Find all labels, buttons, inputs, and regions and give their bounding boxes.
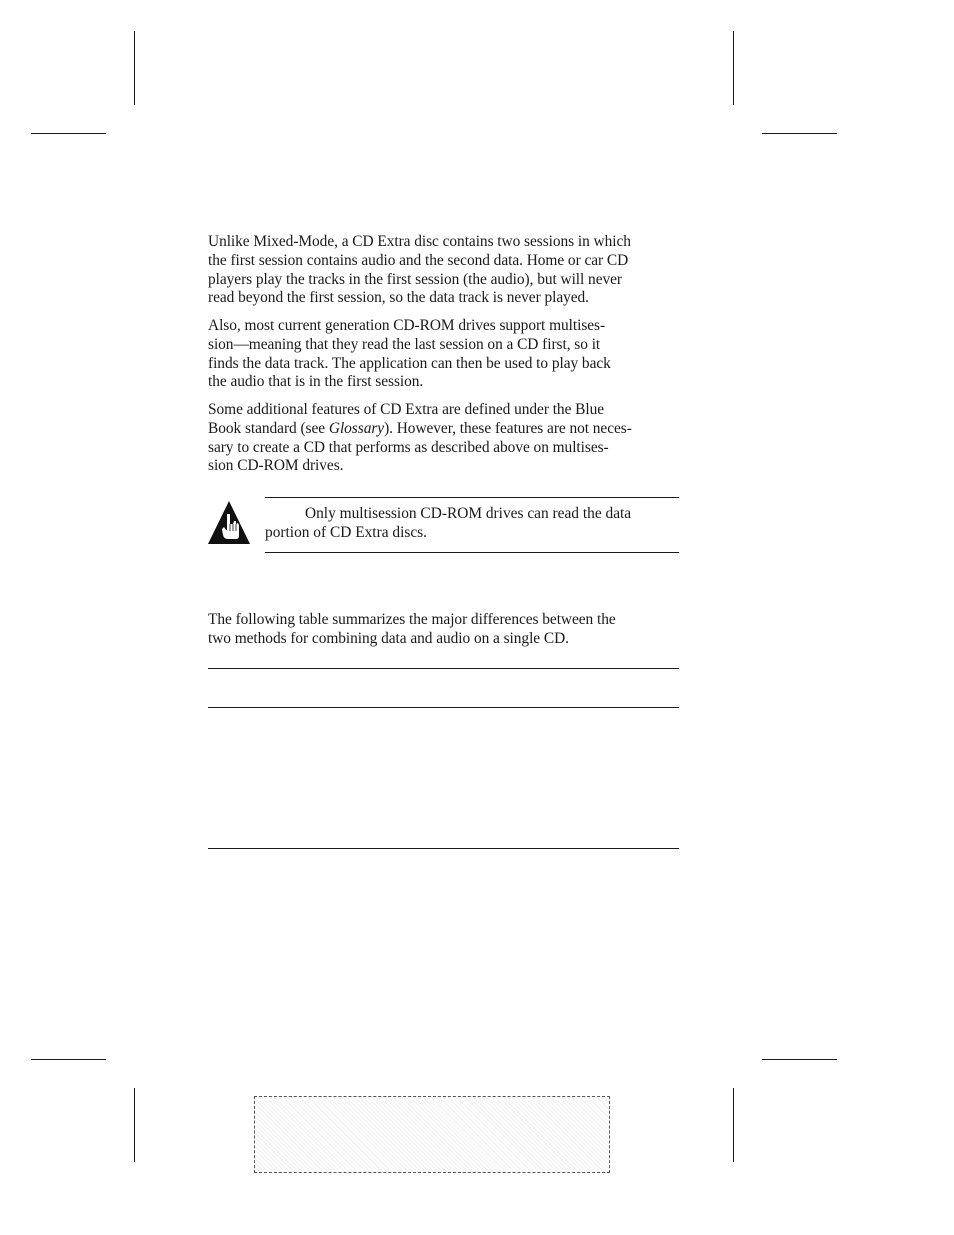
crop-mark-top-right-horizontal	[762, 133, 837, 134]
text-fragment: ). However, these features are not neces-	[384, 419, 632, 437]
crop-mark-top-left-horizontal	[31, 133, 106, 134]
text-line: sion—meaning that they read the last session on a CD first, so it	[208, 335, 601, 353]
text-fragment: Book standard (see	[208, 419, 329, 437]
text-line: Unlike Mixed-Mode, a CD Extra disc contains two sessions in which	[208, 233, 631, 250]
note-line: portion of CD Extra discs.	[265, 523, 428, 541]
crop-mark-bottom-left-horizontal	[31, 1059, 106, 1060]
crop-mark-top-left-vertical	[134, 31, 135, 105]
text-line: the first session contains audio and the second data. Home or car CD	[208, 251, 629, 269]
text-line: read beyond the first session, so the data track is never played.	[208, 289, 589, 307]
text-line: The following table summarizes the major differences between the	[208, 611, 616, 628]
note-top-rule	[265, 497, 679, 498]
text-line: two methods for combining data and audio on a single CD.	[208, 629, 569, 647]
table-header-rule	[208, 707, 679, 708]
paragraph-blue-book	[208, 401, 680, 476]
crop-mark-bottom-right-vertical	[733, 1088, 734, 1162]
text-line	[208, 420, 680, 439]
text-line: players play the tracks in the first session (the audio), but will never	[208, 270, 622, 288]
paragraph-table-intro	[208, 611, 680, 649]
text-line: sion CD-ROM drives.	[208, 457, 344, 475]
text-line: Some additional features of CD Extra are defined under the Blue	[208, 401, 605, 418]
note-text	[265, 505, 679, 543]
table-top-rule	[208, 668, 679, 669]
paragraph-multisession-drives	[208, 317, 680, 392]
glossary-reference: Glossary	[328, 419, 385, 437]
crop-mark-top-right-vertical	[733, 31, 734, 105]
text-line: sary to create a CD that performs as described above on multises-	[208, 438, 609, 456]
footer-placeholder-box	[254, 1096, 610, 1173]
crop-mark-bottom-right-horizontal	[762, 1059, 837, 1060]
text-line: finds the data track. The application can then be used to play back	[208, 354, 611, 372]
pointing-hand-warning-icon	[207, 500, 251, 545]
note-line: Only multisession CD-ROM drives can read the data	[305, 505, 632, 522]
text-line: Also, most current generation CD-ROM drives support multises-	[208, 317, 606, 334]
text-line: the audio that is in the first session.	[208, 373, 424, 391]
table-bottom-rule	[208, 848, 679, 849]
crop-mark-bottom-left-vertical	[134, 1088, 135, 1162]
note-bottom-rule	[265, 552, 679, 553]
paragraph-cd-extra-sessions	[208, 233, 680, 308]
